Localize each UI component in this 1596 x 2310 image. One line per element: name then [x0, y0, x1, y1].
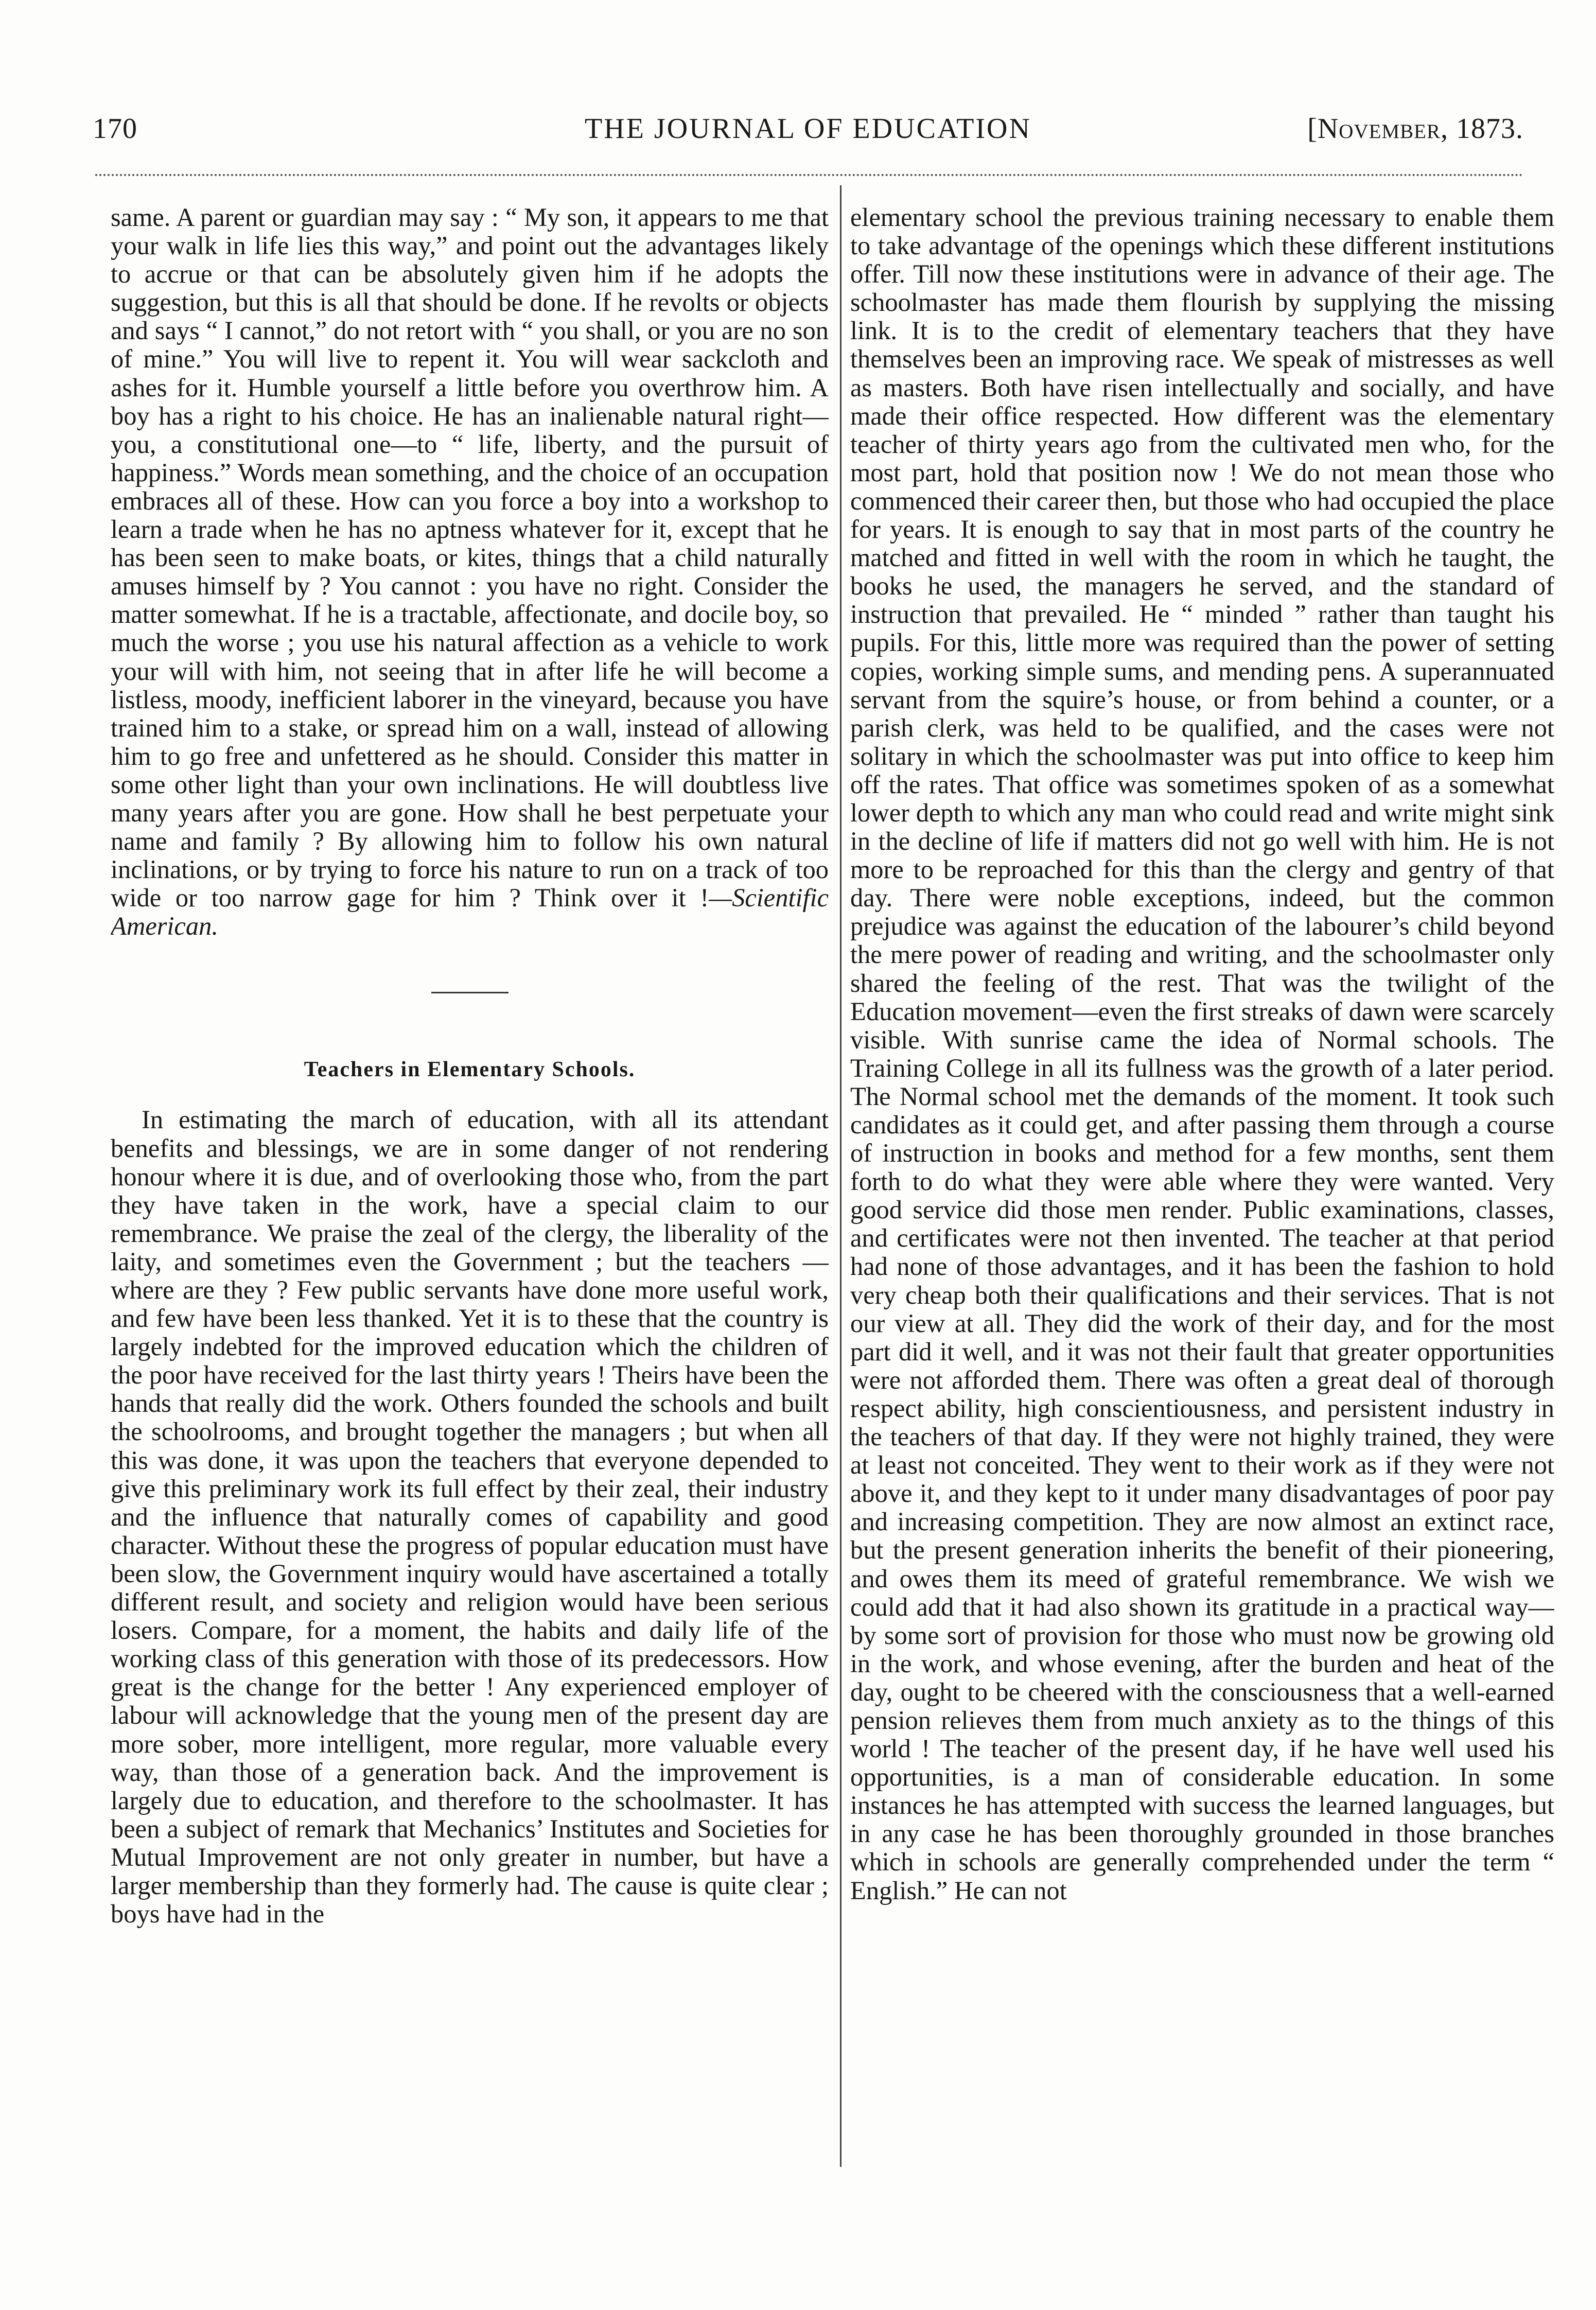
journal-title: THE JOURNAL OF EDUCATION	[585, 113, 1031, 145]
left-column	[111, 203, 829, 2169]
article-heading: Teachers in Elementary Schools.	[304, 1058, 636, 1082]
issue-date: [November, 1873.	[1307, 113, 1523, 145]
header-rule	[95, 174, 1523, 176]
running-head	[93, 111, 1523, 147]
section-divider	[431, 992, 508, 993]
article-paragraph-continued: elementary school the previous training necessary to enable them to take advantage of the openings which these different institutions offer. Till now these institutions were in advance of their age. The schoolmaster has made them flourish by supplying the missing link. It is to the credit of elementary teachers that they have themselves been an improving race. We speak of mistresses as well as masters. Both have risen intellectually and socially, and have made their office respected. How different was the elementary teacher of thirty years ago from the cultivated men who, for the most part, hold that position now ! We do not mean those who commenced their career then, but those who had occupied the place for years. It is enough to say that in most parts of the country he matched and fitted in well with the room in which he taught, the books he used, the managers he served, and the standard of instruction that prevailed. He “ minded ” rather than taught his pupils. For this, little more was required than the power of setting copies, working simple sums, and mending pens. A superannuated servant from the squire’s house, or from behind a counter, or a parish clerk, was held to be qualified, and the cases were not solitary in which the schoolmaster was put into office to keep him off the rates. That office was sometimes spoken of as a somewhat lower depth to which any man who could read and write might sink in the decline of life if matters did not go well with him. He is not more to be reproached for this than the clergy and gentry of that day. There were noble exceptions, indeed, but the common prejudice was against the education of the labourer’s child beyond the mere power of reading and writing, and the schoolmaster only shared the feeling of the rest. That was the twilight of the Education movement—even the first streaks of dawn were scarcely visible. With sunrise came the idea of Normal schools. The Training College in all its fullness was the growth of a later period. The Normal school met the demands of the moment. It took such candidates as it could get, and after passing them through a course of instruction in books and method for a few months, sent them forth to do what they were able where they were wanted. Very good service did those men render. Public examinations, classes, and certificates were not then invented. The teacher at that period had none of those advantages, and it has been the fashion to hold very cheap both their qualifications and their services. That is not our view at all. They did the work of their day, and for the most part did it well, and it was not their fault that greater opportunities were not afforded them. There was often a great deal of thorough respect ability, high conscientiousness, and persistent industry in the teachers of that day. If they were not highly trained, they were at least not conceited. They went to their work as if they were not above it, and they kept to it under many disadvantages of poor pay and increasing competition. They are now almost an extinct race, but the present generation inherits the benefit of their pioneering, and owes them its meed of grateful remembrance. We wish we could add that it had also shown its gratitude in a practical way—by some sort of provision for those who must now be growing old in the work, and whose evening, after the burden and heat of the day, ought to be cheered with the consciousness that a well-earned pension relieves them from much anxiety as to the things of this world ! The teacher of the present day, if he have well used his opportunities, is a man of considerable education. In some instances he has attempted with success the learned languages, but in any case he has been thoroughly grounded in those branches which in schools are generally comprehended under the term “ English.” He can not	[850, 203, 1554, 1905]
page-number: 170	[93, 113, 137, 145]
paragraph-text: same. A parent or guardian may say : “ My son, it appears to me that your walk in life lies this way,” and point out the advantages likely to accrue or that can be absolutely given him if he adopts the suggestion, but this is all that should be done. If he revolts or objects and says “ I cannot,” do not retort with “ you shall, or you are no son of mine.” You will live to repent it. You will wear sackcloth and ashes for it. Humble yourself a little before you overthrow him. A boy has a right to his choice. He has an inalienable natural right—you, a constitutional one—to “ life, liberty, and the pursuit of happiness.” Words mean something, and the choice of an occupation embraces all of these. How can you force a boy into a workshop to learn a trade when he has no aptness whatever for it, except that he has been seen to make boats, or kites, things that a child naturally amuses himself by ? You cannot : you have no right. Consider the matter somewhat. If he is a tractable, affectionate, and docile boy, so much the worse ; you use his natural affection as a vehicle to work your will with him, not seeing that in after life he will become a listless, moody, inefficient laborer in the vineyard, because you have trained him to a stake, or spread him on a wall, instead of allowing him to go free and unfettered as he should. Consider this matter in some other light than your own inclinations. He will doubtless live many years after you are gone. How shall he best perpetuate your name and family ? By allowing him to follow his own natural inclinations, or by trying to force his nature to run on a track of too wide or too narrow gage for him ? Think over it !	[111, 203, 829, 913]
article-paragraph-continued	[111, 203, 829, 940]
article-paragraph: In estimating the march of education, with all its attendant benefits and blessings, we are in some danger of not rendering honour where it is due, and of overlooking those who, from the part they have taken in the work, have a special claim to our remembrance. We praise the zeal of the clergy, the liberality of the laity, and sometimes even the Government ; but the teachers —where are they ? Few public servants have done more useful work, and few have been less thanked. Yet it is to these that the country is largely indebted for the improved education which the children of the poor have received for the last thirty years ! Theirs have been the hands that really did the work. Others founded the schools and built the schoolrooms, and brought together the managers ; but when all this was done, it was upon the teachers that everyone depended to give this preliminary work its full effect by their zeal, their industry and the influence that naturally comes of capability and good character. Without these the progress of popular education must have been slow, the Government inquiry would have ascertained a totally different result, and society and religion would have been serious losers. Compare, for a moment, the habits and daily life of the working class of this generation with those of its predecessors. How great is the change for the better ! Any experienced employer of labour will acknowledge that the young men of the present day are more sober, more intelligent, more regular, more valuable every way, than those of a generation back. And the improvement is largely due to education, and therefore to the schoolmaster. It has been a subject of remark that Mechanics’ Institutes and Societies for Mutual Improvement are not only greater in number, but have a larger membership than they formerly had. The cause is quite clear ; boys have had in the	[111, 1105, 829, 1929]
source-attribution: —Scientific American.	[111, 883, 829, 941]
right-column	[850, 203, 1554, 2169]
column-divider	[840, 185, 841, 2167]
